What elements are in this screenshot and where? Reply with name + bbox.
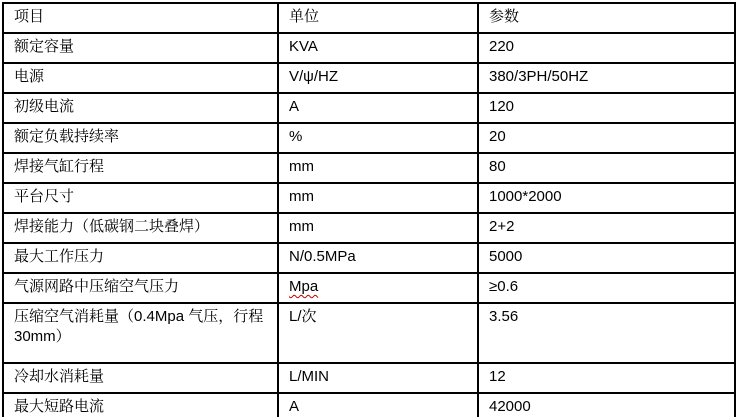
table-row — [3, 243, 735, 273]
cell-unit[interactable]: KVA — [278, 33, 478, 63]
cell-value[interactable]: 5000 — [478, 243, 735, 273]
cell-unit[interactable]: A — [278, 393, 478, 417]
cell-item[interactable]: 最大短路电流 — [3, 393, 278, 417]
cell-item[interactable]: 冷却水消耗量 — [3, 363, 278, 393]
cell-unit[interactable]: L/MIN — [278, 363, 478, 393]
cell-item[interactable]: 初级电流 — [3, 93, 278, 123]
cell-value[interactable]: 42000 — [478, 393, 735, 417]
cell-unit[interactable]: mm — [278, 153, 478, 183]
table-row — [3, 63, 735, 93]
cell-item[interactable]: 压缩空气消耗量（0.4Mpa 气压，行程 30mm） — [3, 303, 278, 363]
cell-unit[interactable]: A — [278, 93, 478, 123]
cell-unit[interactable]: N/0.5MPa — [278, 243, 478, 273]
cell-unit[interactable]: V/ψ/HZ — [278, 63, 478, 93]
cell-item[interactable]: 电源 — [3, 63, 278, 93]
misspelled-word: Mpa — [289, 278, 319, 295]
cell-value[interactable]: 80 — [478, 153, 735, 183]
table-row — [3, 363, 735, 393]
table-row — [3, 183, 735, 213]
cell-item[interactable]: 焊接气缸行程 — [3, 153, 278, 183]
cell-item[interactable]: 额定负载持续率 — [3, 123, 278, 153]
cell-item[interactable]: 焊接能力（低碳钢二块叠焊） — [3, 213, 278, 243]
cell-item[interactable]: 气源网路中压缩空气压力 — [3, 273, 278, 303]
cell-value[interactable]: 380/3PH/50HZ — [478, 63, 735, 93]
cell-item[interactable]: 最大工作压力 — [3, 243, 278, 273]
cell-unit[interactable]: mm — [278, 213, 478, 243]
table-row — [3, 33, 735, 63]
cell-value[interactable]: 3.56 — [478, 303, 735, 363]
cell-value[interactable]: 20 — [478, 123, 735, 153]
table-row — [3, 93, 735, 123]
table-row — [3, 273, 735, 303]
header-cell-item[interactable]: 项目 — [3, 3, 278, 33]
cell-value[interactable]: 220 — [478, 33, 735, 63]
cell-unit[interactable]: mm — [278, 183, 478, 213]
spec-table-header — [3, 3, 735, 33]
cell-item[interactable]: 平台尺寸 — [3, 183, 278, 213]
spec-table — [2, 2, 736, 417]
cell-value[interactable]: 12 — [478, 363, 735, 393]
table-row — [3, 303, 735, 363]
header-cell-value[interactable]: 参数 — [478, 3, 735, 33]
cell-value[interactable]: 120 — [478, 93, 735, 123]
header-cell-unit[interactable]: 单位 — [278, 3, 478, 33]
cell-value[interactable]: 1000*2000 — [478, 183, 735, 213]
cell-value[interactable]: 2+2 — [478, 213, 735, 243]
cell-item[interactable]: 额定容量 — [3, 33, 278, 63]
table-row — [3, 153, 735, 183]
spec-table-body — [3, 33, 735, 417]
table-row — [3, 213, 735, 243]
cell-unit[interactable]: L/次 — [278, 303, 478, 363]
cell-value[interactable]: ≥0.6 — [478, 273, 735, 303]
cell-unit[interactable]: % — [278, 123, 478, 153]
cell-unit[interactable] — [278, 273, 478, 303]
table-row — [3, 123, 735, 153]
table-row — [3, 393, 735, 417]
header-row — [3, 3, 735, 33]
